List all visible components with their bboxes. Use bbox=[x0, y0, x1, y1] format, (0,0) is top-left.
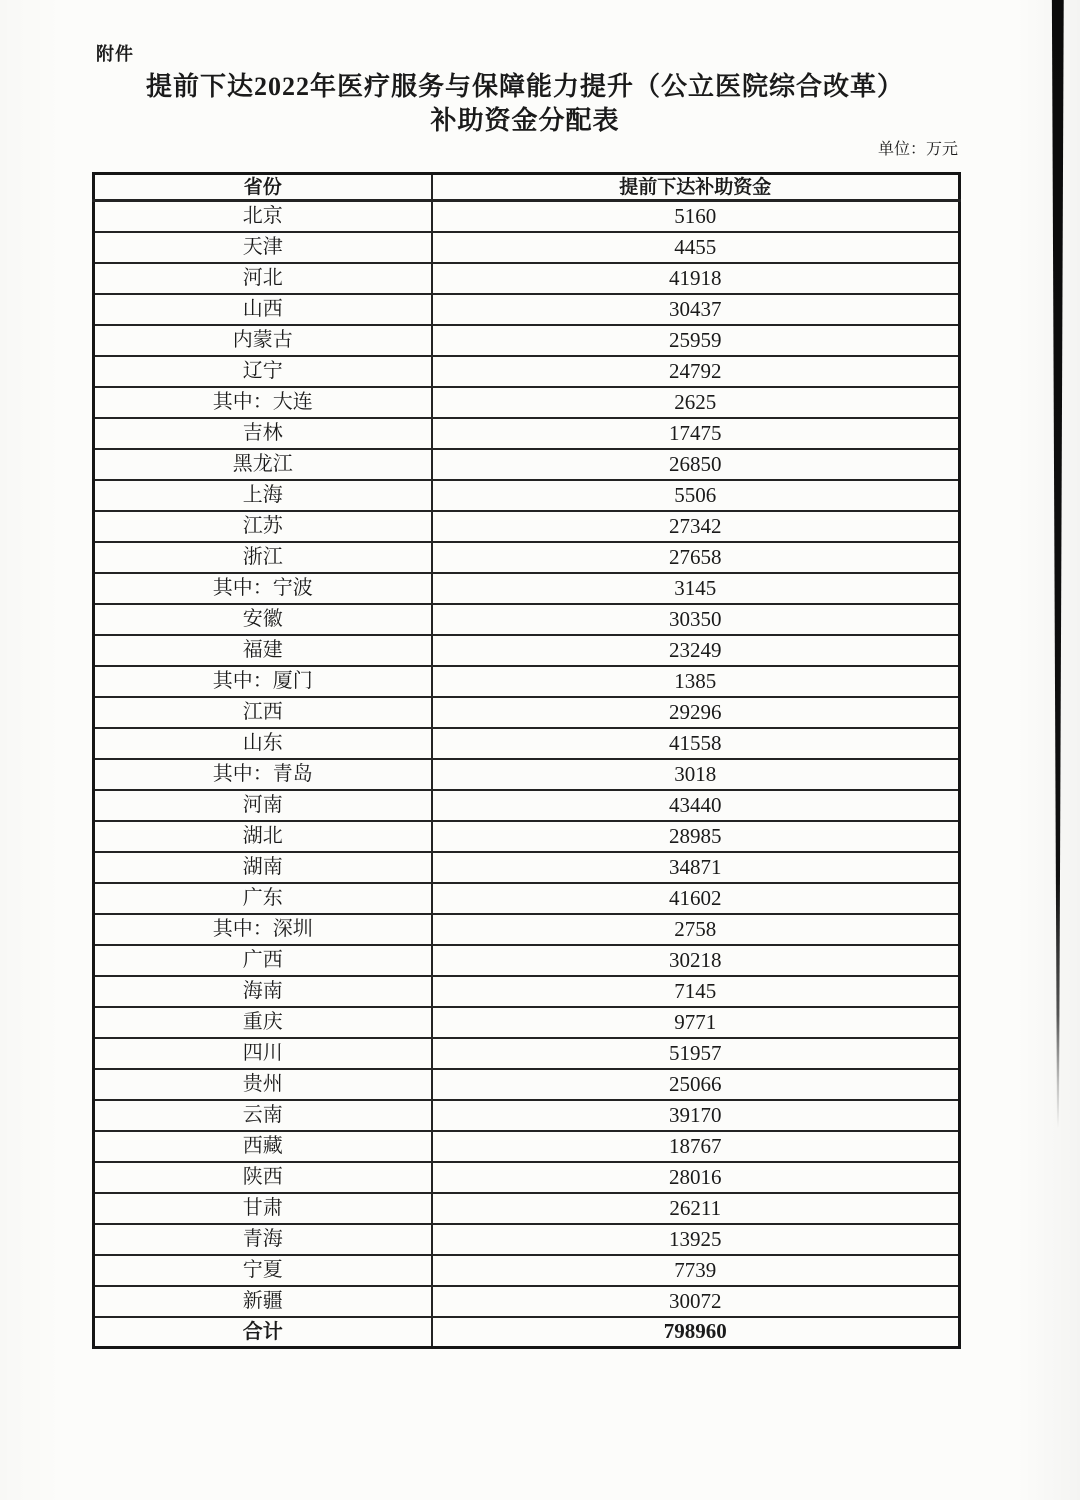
province-cell: 四川 bbox=[94, 1038, 432, 1069]
table-row bbox=[94, 449, 960, 480]
table-row bbox=[94, 325, 960, 356]
table-row bbox=[94, 728, 960, 759]
province-cell: 广西 bbox=[94, 945, 432, 976]
table-row bbox=[94, 1224, 960, 1255]
province-cell: 贵州 bbox=[94, 1069, 432, 1100]
amount-cell: 3018 bbox=[432, 759, 960, 790]
table-row bbox=[94, 356, 960, 387]
province-cell: 其中：大连 bbox=[94, 387, 432, 418]
province-cell: 海南 bbox=[94, 976, 432, 1007]
amount-cell: 29296 bbox=[432, 697, 960, 728]
amount-cell: 34871 bbox=[432, 852, 960, 883]
amount-cell: 30437 bbox=[432, 294, 960, 325]
table-row bbox=[94, 759, 960, 790]
table-total-row bbox=[94, 1317, 960, 1348]
amount-cell: 30072 bbox=[432, 1286, 960, 1317]
table-row bbox=[94, 883, 960, 914]
amount-cell: 18767 bbox=[432, 1131, 960, 1162]
province-cell: 其中：青岛 bbox=[94, 759, 432, 790]
province-cell: 湖南 bbox=[94, 852, 432, 883]
province-cell: 重庆 bbox=[94, 1007, 432, 1038]
table-row bbox=[94, 201, 960, 232]
column-header-province: 省份 bbox=[94, 174, 432, 201]
table-row bbox=[94, 604, 960, 635]
province-cell: 浙江 bbox=[94, 542, 432, 573]
table-row bbox=[94, 1100, 960, 1131]
province-cell: 江西 bbox=[94, 697, 432, 728]
amount-cell: 13925 bbox=[432, 1224, 960, 1255]
province-cell: 其中：厦门 bbox=[94, 666, 432, 697]
amount-cell: 3145 bbox=[432, 573, 960, 604]
attachment-label: 附件 bbox=[96, 44, 134, 64]
amount-cell: 41558 bbox=[432, 728, 960, 759]
province-cell: 福建 bbox=[94, 635, 432, 666]
amount-cell: 27658 bbox=[432, 542, 960, 573]
amount-cell: 7145 bbox=[432, 976, 960, 1007]
table-row bbox=[94, 914, 960, 945]
table-row bbox=[94, 1255, 960, 1286]
province-cell: 北京 bbox=[94, 201, 432, 232]
table-header-row bbox=[94, 174, 960, 201]
table-row bbox=[94, 511, 960, 542]
amount-cell: 25066 bbox=[432, 1069, 960, 1100]
table-row bbox=[94, 1162, 960, 1193]
table-row bbox=[94, 945, 960, 976]
province-cell: 江苏 bbox=[94, 511, 432, 542]
province-cell: 青海 bbox=[94, 1224, 432, 1255]
province-cell: 安徽 bbox=[94, 604, 432, 635]
amount-cell: 26850 bbox=[432, 449, 960, 480]
amount-cell: 43440 bbox=[432, 790, 960, 821]
province-cell: 广东 bbox=[94, 883, 432, 914]
amount-cell: 41918 bbox=[432, 263, 960, 294]
amount-cell: 5160 bbox=[432, 201, 960, 232]
amount-cell: 4455 bbox=[432, 232, 960, 263]
amount-cell: 5506 bbox=[432, 480, 960, 511]
allocation-table bbox=[92, 172, 961, 1349]
amount-cell: 17475 bbox=[432, 418, 960, 449]
amount-cell: 23249 bbox=[432, 635, 960, 666]
amount-cell: 41602 bbox=[432, 883, 960, 914]
province-cell: 黑龙江 bbox=[94, 449, 432, 480]
amount-cell: 28016 bbox=[432, 1162, 960, 1193]
amount-cell: 1385 bbox=[432, 666, 960, 697]
document-title-line-1: 提前下达2022年医疗服务与保障能力提升（公立医院综合改革） bbox=[145, 72, 904, 101]
table-row bbox=[94, 263, 960, 294]
table-row bbox=[94, 418, 960, 449]
document-title-line-2: 补助资金分配表 bbox=[430, 106, 620, 135]
amount-cell: 24792 bbox=[432, 356, 960, 387]
province-cell: 河北 bbox=[94, 263, 432, 294]
province-cell: 其中：深圳 bbox=[94, 914, 432, 945]
province-cell: 吉林 bbox=[94, 418, 432, 449]
province-cell: 陕西 bbox=[94, 1162, 432, 1193]
province-cell: 辽宁 bbox=[94, 356, 432, 387]
amount-cell: 9771 bbox=[432, 1007, 960, 1038]
table-row bbox=[94, 976, 960, 1007]
table-row bbox=[94, 294, 960, 325]
table-row bbox=[94, 480, 960, 511]
province-cell: 湖北 bbox=[94, 821, 432, 852]
table-row bbox=[94, 1286, 960, 1317]
province-cell: 甘肃 bbox=[94, 1193, 432, 1224]
province-cell: 上海 bbox=[94, 480, 432, 511]
table-row bbox=[94, 697, 960, 728]
amount-cell: 27342 bbox=[432, 511, 960, 542]
total-amount-cell: 798960 bbox=[432, 1317, 960, 1348]
scan-edge-artifact bbox=[1049, 0, 1065, 1128]
table-row bbox=[94, 821, 960, 852]
table-row bbox=[94, 573, 960, 604]
amount-cell: 26211 bbox=[432, 1193, 960, 1224]
province-cell: 天津 bbox=[94, 232, 432, 263]
table-row bbox=[94, 1131, 960, 1162]
table-row bbox=[94, 666, 960, 697]
table-row bbox=[94, 387, 960, 418]
table-row bbox=[94, 1193, 960, 1224]
province-cell: 新疆 bbox=[94, 1286, 432, 1317]
province-cell: 其中：宁波 bbox=[94, 573, 432, 604]
amount-cell: 28985 bbox=[432, 821, 960, 852]
amount-cell: 39170 bbox=[432, 1100, 960, 1131]
province-cell: 山东 bbox=[94, 728, 432, 759]
amount-cell: 2625 bbox=[432, 387, 960, 418]
table-row bbox=[94, 1069, 960, 1100]
unit-note: 单位：万元 bbox=[877, 141, 958, 158]
table-row bbox=[94, 635, 960, 666]
province-cell: 云南 bbox=[94, 1100, 432, 1131]
table-row bbox=[94, 852, 960, 883]
amount-cell: 30350 bbox=[432, 604, 960, 635]
table-row bbox=[94, 542, 960, 573]
document-title bbox=[92, 70, 958, 138]
amount-cell: 2758 bbox=[432, 914, 960, 945]
table-row bbox=[94, 232, 960, 263]
total-label-cell: 合计 bbox=[94, 1317, 432, 1348]
amount-cell: 30218 bbox=[432, 945, 960, 976]
table-row bbox=[94, 1007, 960, 1038]
table-row bbox=[94, 790, 960, 821]
province-cell: 河南 bbox=[94, 790, 432, 821]
province-cell: 山西 bbox=[94, 294, 432, 325]
amount-cell: 7739 bbox=[432, 1255, 960, 1286]
amount-cell: 25959 bbox=[432, 325, 960, 356]
province-cell: 西藏 bbox=[94, 1131, 432, 1162]
column-header-amount: 提前下达补助资金 bbox=[432, 174, 960, 201]
table-row bbox=[94, 1038, 960, 1069]
amount-cell: 51957 bbox=[432, 1038, 960, 1069]
province-cell: 内蒙古 bbox=[94, 325, 432, 356]
province-cell: 宁夏 bbox=[94, 1255, 432, 1286]
